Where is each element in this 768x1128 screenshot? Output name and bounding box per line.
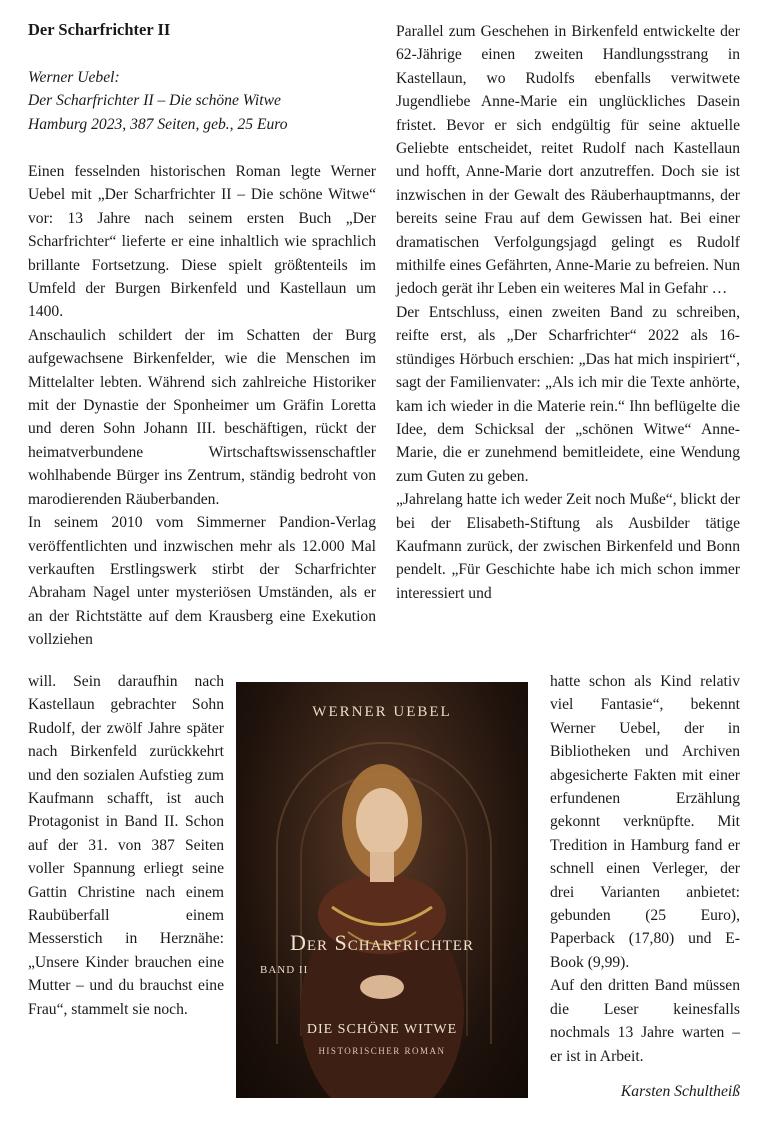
paragraph: „Jahrelang hatte ich weder Zeit noch Muße“, blickt der bei der Elisabeth-Stiftung als Ausbilder tätige Kaufmann zurück, der zwischen Birkenfeld und Bonn pendelt. „Für Geschichte habe ich mich schon immer interessiert und [396,491,740,602]
book-author: Werner Uebel: [28,69,120,86]
cover-subtitle: DIE SCHÖNE WITWE [306,1022,458,1037]
book-meta [28,66,378,136]
cover-genre: HISTORISCHER ROMAN [318,1046,446,1056]
paragraph: Der Entschluss, einen zweiten Band zu schreiben, reifte erst, als „Der Scharfrichter“ 2022 als 16-stündiges Hörbuch erschien: „Das hat mich inspiriert“, sagt der Familienvater: „Als ich mir die Texte anhörte, kam ich wieder in die Materie rein.“ Ihn beflügelte die Idee, dem Schicksal der „schönen Witwe“ Anne-Marie, die er zunehmend bemitleidete, eine Wendung zum Guten zu geben. [396,303,740,485]
right-column [396,20,740,605]
article-title: Der Scharfrichter II [28,20,171,39]
book-cover-image [236,682,528,1098]
left-wrap-text: will. Sein daraufhin nach Kastellaun gebrachter Sohn Rudolf, der zwölf Jahre später nach Birkenfeld zurückkehrt und den sozialen Aufstieg zum Kaufmann schafft, ist auch Protagonist in Band II. Schon auf der 31. von 387 Seiten voller Spannung erliegt seine Gattin Christine nach einem Raubüberfall einem Messerstich in Herznähe: „Unsere Kinder brauchen eine Mutter – und du brauchst eine Frau“, stammelt sie noch. [28,673,224,1018]
paragraph: Auf den dritten Band müssen die Leser keinesfalls nochmals 13 Jahre warten – er ist in Arbeit. [550,977,740,1065]
article-signature: Karsten Schultheiß [620,1083,740,1100]
paragraph: In seinem 2010 vom Simmerner Pandion-Verlag veröffentlichten und inzwischen mehr als 12.000 Mal verkauften Erstlingswerk stirbt der Scharfrichter Abraham Nagel unter mysteriösen Umständen, als er an der Richtstätte auf dem Krausberg eine Exekution vollziehen [28,514,376,649]
paragraph: Anschaulich schildert der im Schatten der Burg aufgewachsene Birkenfelder, wie die Menschen im Mittelalter lebten. Während sich zahlreiche Historiker mit der Dynastie der Sponheimer um Gräfin Loretta und deren Sohn Johann III. beschäftigen, rückt der heimatverbundene Wirtschaftswissenschaftler wohlhabende Bürger ins Zentrum, ständig bedroht von marodierenden Räuberbanden. [28,326,376,508]
paragraph: Parallel zum Geschehen in Birkenfeld entwickelte der 62-Jährige einen zweiten Handlungsstrang in Kastellaun, wo Rudolfs ebenfalls verwitwete Jugendliebe Anne-Marie ein unglückliches Dasein fristet. Bevor er sich endgültig für seine aktuelle Geliebte entscheidet, reitet Rudolf nach Kastellaun und hofft, Anne-Marie dort anzutreffen. Doch sie ist inzwischen in der Gewalt des Räuberhauptmanns, der bereits seine Frau auf dem Gewissen hat. Bei einer dramatischen Verfolgungsjagd gelingt es Rudolf mithilfe eines Gefährten, Anne-Marie zu befreien. Nun jedoch gerät ihr Leben ein weiteres Mal in Gefahr … [396,23,740,298]
book-title: Der Scharfrichter II – Die schöne Witwe [28,92,281,110]
left-column [28,160,376,652]
right-wrap-text [550,670,740,1068]
paragraph: hatte schon als Kind relativ viel Fantasie“, bekennt Werner Uebel, der in Bibliotheken und Archiven abgesicherte Fakten mit einer erfundenen Erzählung gekonnt verknüpfte. Mit Tredition in Hamburg fand er schnell einen Verleger, der drei Varianten anbietet: gebunden (25 Euro), Paperback (17,80) und E-Book (9,99). [550,673,740,971]
cover-title: Der Scharfrichter [290,930,474,955]
cover-author: WERNER UEBEL [312,704,452,720]
cover-band: BAND II [260,964,309,976]
paragraph: Einen fesselnden historischen Roman legte Werner Uebel mit „Der Scharfrichter II – Die schöne Witwe“ vor: 13 Jahre nach seinem ersten Buch „Der Scharfrichter“ lieferte er eine inhaltlich wie sprachlich brillante Fortsetzung. Diese spielt größtenteils im Umfeld der Burgen Birkenfeld und Kastellaun um 1400. [28,163,376,321]
book-publication-info: Hamburg 2023, 387 Seiten, geb., 25 Euro [28,115,288,133]
